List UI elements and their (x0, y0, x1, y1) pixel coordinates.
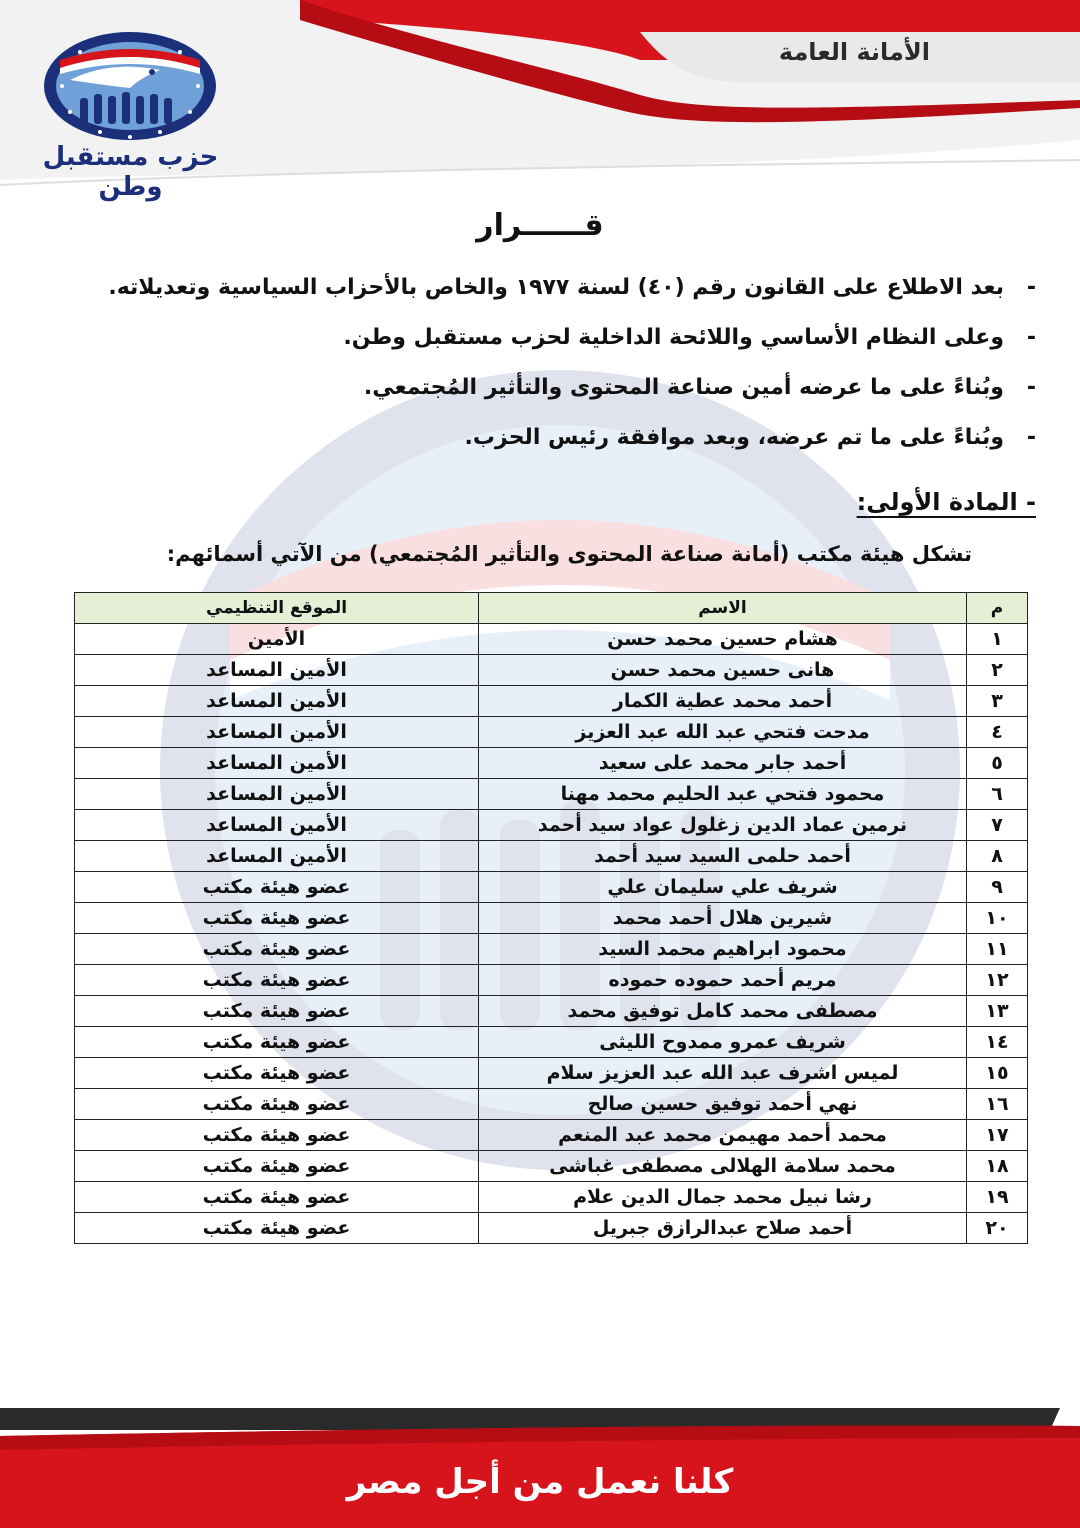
cell-num: ٥ (967, 748, 1028, 779)
cell-name: نهي أحمد توفيق حسين صالح (479, 1089, 967, 1120)
table-row (75, 872, 1028, 903)
preamble-item (36, 318, 1036, 368)
cell-num: ٨ (967, 841, 1028, 872)
cell-role: عضو هيئة مكتب (75, 965, 479, 996)
cell-num: ٩ (967, 872, 1028, 903)
cell-num: ١٨ (967, 1151, 1028, 1182)
cell-role: عضو هيئة مكتب (75, 934, 479, 965)
cell-name: نرمين عماد الدين زغلول عواد سيد أحمد (479, 810, 967, 841)
cell-num: ١٧ (967, 1120, 1028, 1151)
table-row (75, 1182, 1028, 1213)
cell-name: مدحت فتحي عبد الله عبد العزيز (479, 717, 967, 748)
preamble-item (36, 418, 1036, 468)
cell-name: محمود ابراهيم محمد السيد (479, 934, 967, 965)
cell-role: عضو هيئة مكتب (75, 1151, 479, 1182)
cell-name: محمود فتحي عبد الحليم محمد مهنا (479, 779, 967, 810)
cell-role: عضو هيئة مكتب (75, 1213, 479, 1244)
header-department-title: الأمانة العامة (778, 38, 930, 66)
table-header-row (75, 593, 1028, 624)
article-text: تشكل هيئة مكتب (أمانة صناعة المحتوى والتأثير المُجتمعي) من الآتي أسمائهم: (166, 542, 972, 566)
cell-num: ١٢ (967, 965, 1028, 996)
cell-role: الأمين المساعد (75, 748, 479, 779)
cell-num: ١٩ (967, 1182, 1028, 1213)
table-row (75, 1151, 1028, 1182)
cell-name: أحمد صلاح عبدالرازق جبريل (479, 1213, 967, 1244)
cell-name: أحمد جابر محمد على سعيد (479, 748, 967, 779)
article-heading: - المادة الأولى: (856, 488, 1036, 516)
cell-role: عضو هيئة مكتب (75, 903, 479, 934)
cell-num: ١ (967, 624, 1028, 655)
table-row (75, 655, 1028, 686)
table-row (75, 841, 1028, 872)
cell-role: الأمين المساعد (75, 779, 479, 810)
column-header-role: الموقع التنظيمي (75, 593, 479, 624)
cell-name: مريم أحمد حموده حموده (479, 965, 967, 996)
table-row (75, 1027, 1028, 1058)
decision-title: قــــــرار (476, 208, 604, 243)
cell-name: هشام حسين محمد حسن (479, 624, 967, 655)
preamble-dash: - (1026, 275, 1036, 300)
preamble-text: بعد الاطلاع على القانون رقم (٤٠) لسنة ١٩٧٧ والخاص بالأحزاب السياسية وتعديلاته. (108, 275, 1004, 300)
cell-num: ١٠ (967, 903, 1028, 934)
cell-role: الأمين المساعد (75, 717, 479, 748)
table-row (75, 748, 1028, 779)
table-row (75, 686, 1028, 717)
preamble-dash: - (1026, 425, 1036, 450)
table-row (75, 1058, 1028, 1089)
cell-role: عضو هيئة مكتب (75, 1182, 479, 1213)
cell-name: محمد سلامة الهلالى مصطفى غباشى (479, 1151, 967, 1182)
cell-num: ٣ (967, 686, 1028, 717)
cell-num: ١٥ (967, 1058, 1028, 1089)
preamble-text: وبُناءً على ما تم عرضه، وبعد موافقة رئيس الحزب. (464, 425, 1004, 450)
cell-name: مصطفى محمد كامل توفيق محمد (479, 996, 967, 1027)
preamble-text: وبُناءً على ما عرضه أمين صناعة المحتوى والتأثير المُجتمعي. (363, 375, 1004, 400)
cell-name: شيرين هلال أحمد محمد (479, 903, 967, 934)
cell-num: ١٤ (967, 1027, 1028, 1058)
cell-name: شريف علي سليمان علي (479, 872, 967, 903)
cell-name: رشا نبيل محمد جمال الدين علام (479, 1182, 967, 1213)
preamble-dash: - (1026, 325, 1036, 350)
cell-role: عضو هيئة مكتب (75, 1089, 479, 1120)
table-row (75, 903, 1028, 934)
cell-name: أحمد حلمى السيد سيد أحمد (479, 841, 967, 872)
footer-slogan: كلنا نعمل من أجل مصر (346, 1462, 734, 1502)
cell-role: الأمين المساعد (75, 841, 479, 872)
preamble-dash: - (1026, 375, 1036, 400)
column-header-num: م (967, 593, 1028, 624)
column-header-name: الاسم (479, 593, 967, 624)
cell-role: الأمين المساعد (75, 655, 479, 686)
cell-name: محمد أحمد مهيمن محمد عبد المنعم (479, 1120, 967, 1151)
members-table (74, 592, 1028, 1244)
table-row (75, 1213, 1028, 1244)
cell-name: أحمد محمد عطية الكمار (479, 686, 967, 717)
cell-role: عضو هيئة مكتب (75, 1120, 479, 1151)
table-row (75, 717, 1028, 748)
cell-name: شريف عمرو ممدوح الليثى (479, 1027, 967, 1058)
members-table-body (75, 624, 1028, 1244)
table-row (75, 996, 1028, 1027)
cell-num: ١١ (967, 934, 1028, 965)
table-row (75, 1089, 1028, 1120)
cell-name: لميس اشرف عبد الله عبد العزيز سلام (479, 1058, 967, 1089)
cell-role: الأمين (75, 624, 479, 655)
table-row (75, 624, 1028, 655)
cell-role: عضو هيئة مكتب (75, 872, 479, 903)
table-row (75, 1120, 1028, 1151)
cell-num: ٢ (967, 655, 1028, 686)
preamble-item (36, 268, 1036, 318)
cell-role: الأمين المساعد (75, 810, 479, 841)
cell-num: ٢٠ (967, 1213, 1028, 1244)
preamble-text: وعلى النظام الأساسي واللائحة الداخلية لحزب مستقبل وطن. (343, 325, 1004, 350)
cell-role: عضو هيئة مكتب (75, 1058, 479, 1089)
cell-num: ٤ (967, 717, 1028, 748)
cell-name: هانى حسين محمد حسن (479, 655, 967, 686)
cell-num: ١٦ (967, 1089, 1028, 1120)
preamble-item (36, 368, 1036, 418)
cell-role: عضو هيئة مكتب (75, 996, 479, 1027)
table-row (75, 965, 1028, 996)
table-row (75, 779, 1028, 810)
cell-role: عضو هيئة مكتب (75, 1027, 479, 1058)
party-name-logo-text: حزب مستقبل وطن (42, 142, 219, 202)
cell-num: ١٣ (967, 996, 1028, 1027)
table-row (75, 934, 1028, 965)
cell-num: ٦ (967, 779, 1028, 810)
cell-role: الأمين المساعد (75, 686, 479, 717)
preamble-list (36, 268, 1036, 468)
cell-num: ٧ (967, 810, 1028, 841)
table-row (75, 810, 1028, 841)
